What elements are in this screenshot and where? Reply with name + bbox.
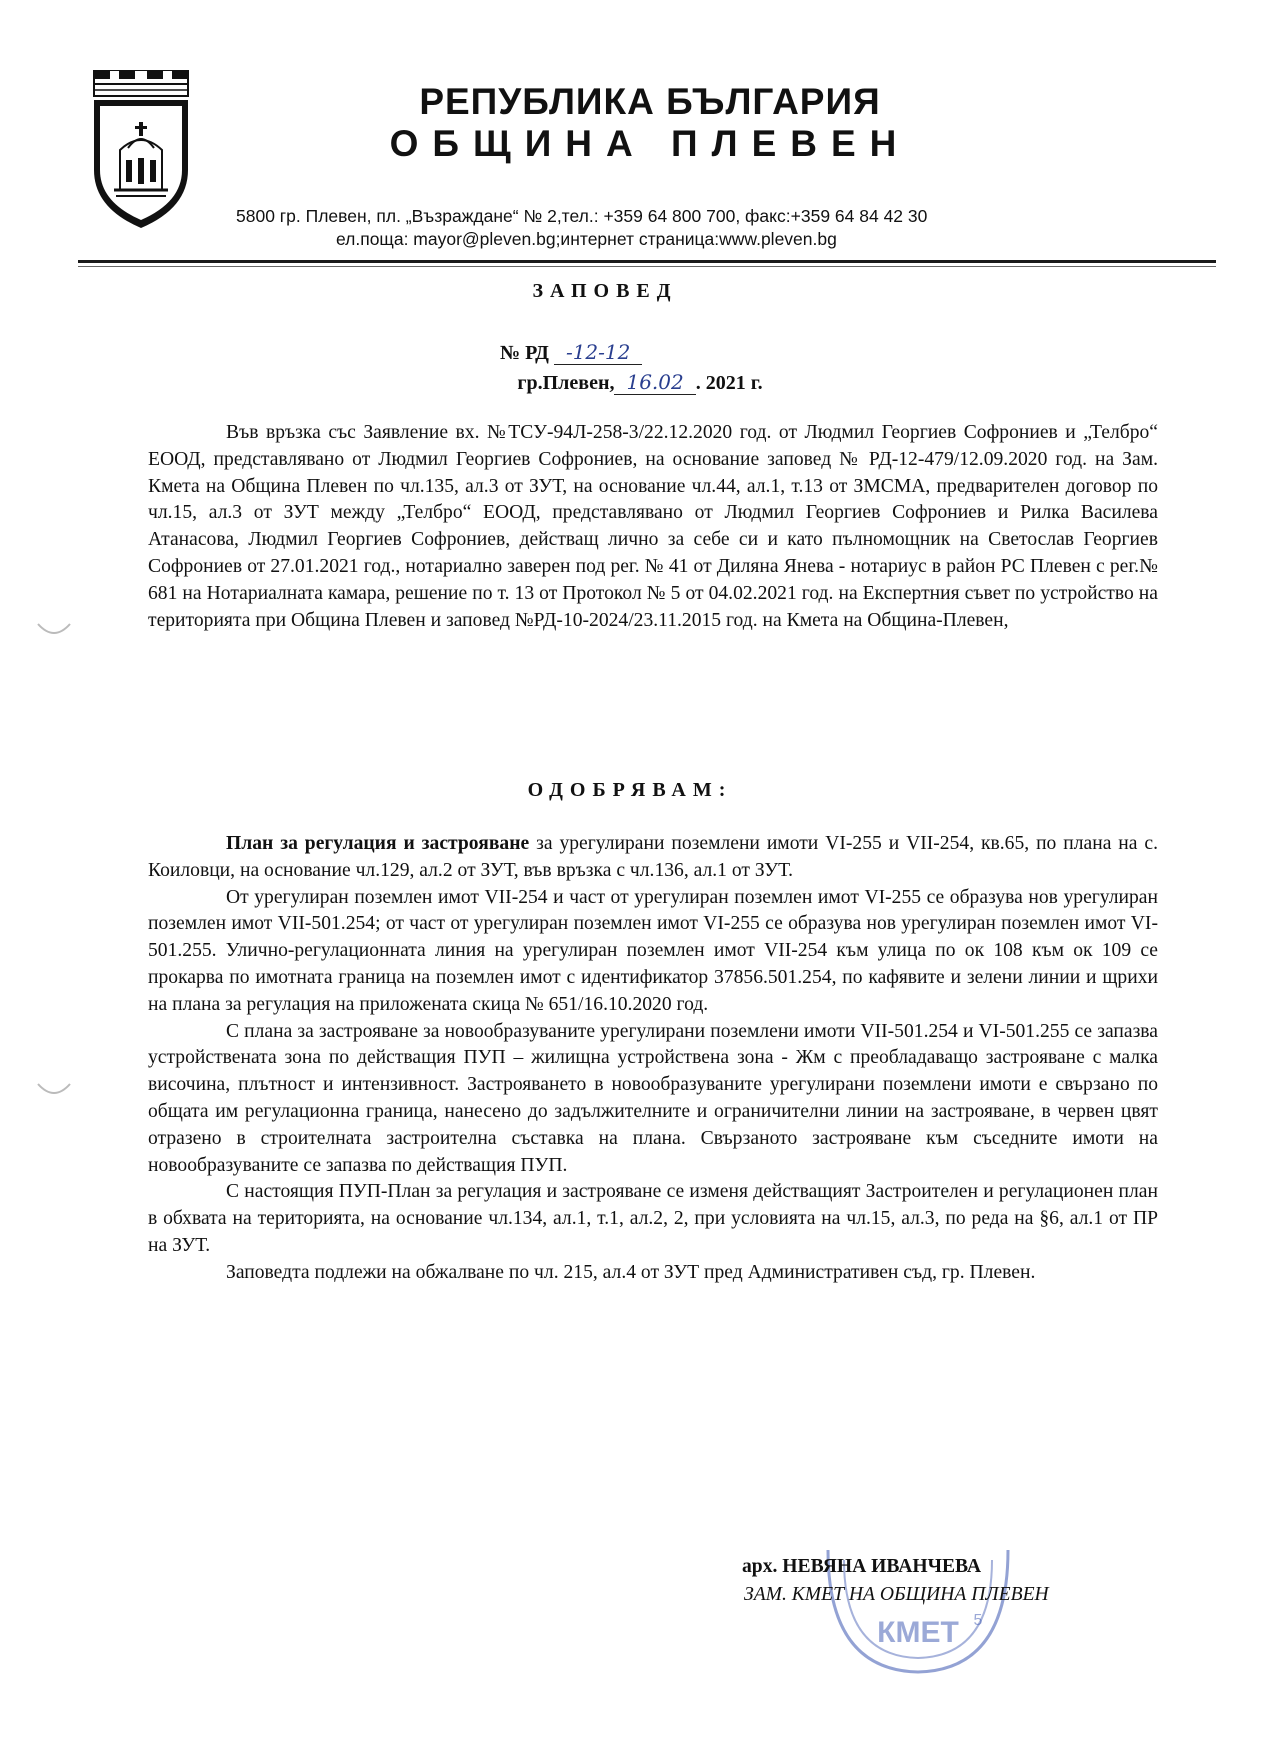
approve-heading: ОДОБРЯВАМ: — [527, 779, 733, 801]
order-number — [500, 340, 760, 365]
order-number-prefix: № РД — [500, 342, 549, 364]
signatory-name: арх. НЕВЯНА ИВАНЧЕВА — [742, 1556, 982, 1577]
provision-paragraph-3: С плана за застрояване за новообразуваните урегулирани поземлени имоти VII-501.254 и VI-501.255 се запазва устройствената зона по действащия ПУП – жилищна устройствена зона - Жм с преобладаващо застрояване с малка височина, плътност и интензивност. Застрояването в новообразуваните урегулирани поземлени имоти е свързано по общата им регулационна граница, нанесено до задължителните и ограничителни линии на застрояване, в червен цвят отразено в строителната застроителна съставка на плана. Свързаното застрояване към съседните имоти на новообразуваните се запазва по действащия ПУП. — [148, 1020, 1158, 1176]
provision-1-bold: План за регулация и застрояване — [226, 833, 530, 854]
order-title: ЗАПОВЕД — [532, 280, 678, 302]
stamp-label: КМЕТ — [877, 1616, 959, 1649]
provision-paragraph-2: От урегулиран поземлен имот VII-254 и част от урегулиран поземлен имот VI-255 се образува нов урегулиран поземлен имот VII-501.254; от част от урегулиран поземлен имот VI-255 се образува нов урегулиран поземлен имот VI-501.255. Улично-регулационната линия на урегулиран поземлен имот VII-254 към улица по ок 108 към ок 109 се прокарва по имотната граница на поземлен имот с идентификатор 37856.501.254, по кафявите и зелени линии и щрихи на плана за регулация на приложената скица № 651/16.10.2020 год. — [148, 886, 1158, 1015]
punch-hole-mark-icon — [34, 620, 74, 642]
provision-paragraph-5: Заповедта подлежи на обжалване по чл. 215, ал.4 от ЗУТ пред Административен съд, гр. Плевен. — [226, 1261, 1036, 1283]
intro-paragraph: Във връзка със Заявление вх. №ТСУ-94Л-258-3/22.12.2020 год. от Людмил Георгиев Софрониев и „Телбро“ ЕООД, представлявано от Людмил Георгиев Софрониев, на основание заповед № РД-12-479/12.09.2020 год. на Зам. Кмета на Община Плевен по чл.135, ал.3 от ЗУТ, на основание чл.44, ал.1, т.13 от ЗМСМА, предварителен договор по чл.15, ал.3 от ЗУТ между „Телбро“ ЕООД, представлявано от Людмил Георгиев Софрониев и Рилка Василева Атанасова, Людмил Георгиев Софрониев, действащ лично за себе си и като пълномощник на Светослав Георгиев Софрониев от 27.01.2021 год., нотариално заверен под рег. № 41 от Диляна Янева - нотариус в район РС Плевен с рег.№ 681 на Нотариалната камара, решение по т. 13 от Протокол № 5 от 04.02.2021 год. на Експертния съвет по устройство на територията при Община Плевен и заповед №РД-10-2024/23.11.2015 год. на Кмета на Община-Плевен, — [148, 422, 1158, 631]
stamp-number: 5 — [973, 1612, 983, 1629]
provisions-section — [148, 831, 1158, 1287]
intro-section — [148, 420, 1158, 634]
order-number-handwritten: -12-12 — [554, 340, 642, 365]
letterhead-subtitle: ОБЩИНА ПЛЕВЕН — [389, 123, 911, 164]
order-date-prefix: гр.Плевен, — [517, 372, 615, 394]
letterhead-title: РЕПУБЛИКА БЪЛГАРИЯ — [419, 81, 881, 122]
signatory-role: ЗАМ. КМЕТ НА ОБЩИНА ПЛЕВЕН — [744, 1584, 1049, 1605]
letterhead-contact-address: 5800 гр. Плевен, пл. „Възраждане“ № 2,тел.: +359 64 800 700, факс:+359 64 84 42 30 — [236, 206, 928, 226]
provision-paragraph-4: С настоящия ПУП-План за регулация и застрояване се изменя действащият Застроителен и регулационен план в обхвата на територията, на основание чл.134, ал.1, т.1, ал.2, 2, при условията на чл.15, ал.3, по реда на §6, ал.1 от ПР на ЗУТ. — [148, 1181, 1158, 1256]
provision-1-text: за урегулирани поземлени имоти VI-255 и VII-254, кв.65, по плана на с. Коиловци, на основание чл.129, ал.2 от ЗУТ, във връзка с чл.136, ал.1 от ЗУТ. — [148, 833, 1158, 881]
pleven-coat-of-arms-icon — [90, 70, 192, 230]
letterhead-contact-email: ел.поща: mayor@pleven.bg;интернет страница:www.pleven.bg — [336, 229, 837, 249]
letterhead-divider — [78, 260, 1216, 263]
provision-paragraph-1 — [148, 831, 1158, 885]
order-date — [440, 370, 840, 395]
punch-hole-mark-icon — [34, 1080, 74, 1102]
order-date-handwritten: 16.02 — [614, 370, 695, 395]
letterhead-divider-thin — [78, 266, 1216, 267]
order-date-suffix: . 2021 г. — [695, 372, 763, 394]
